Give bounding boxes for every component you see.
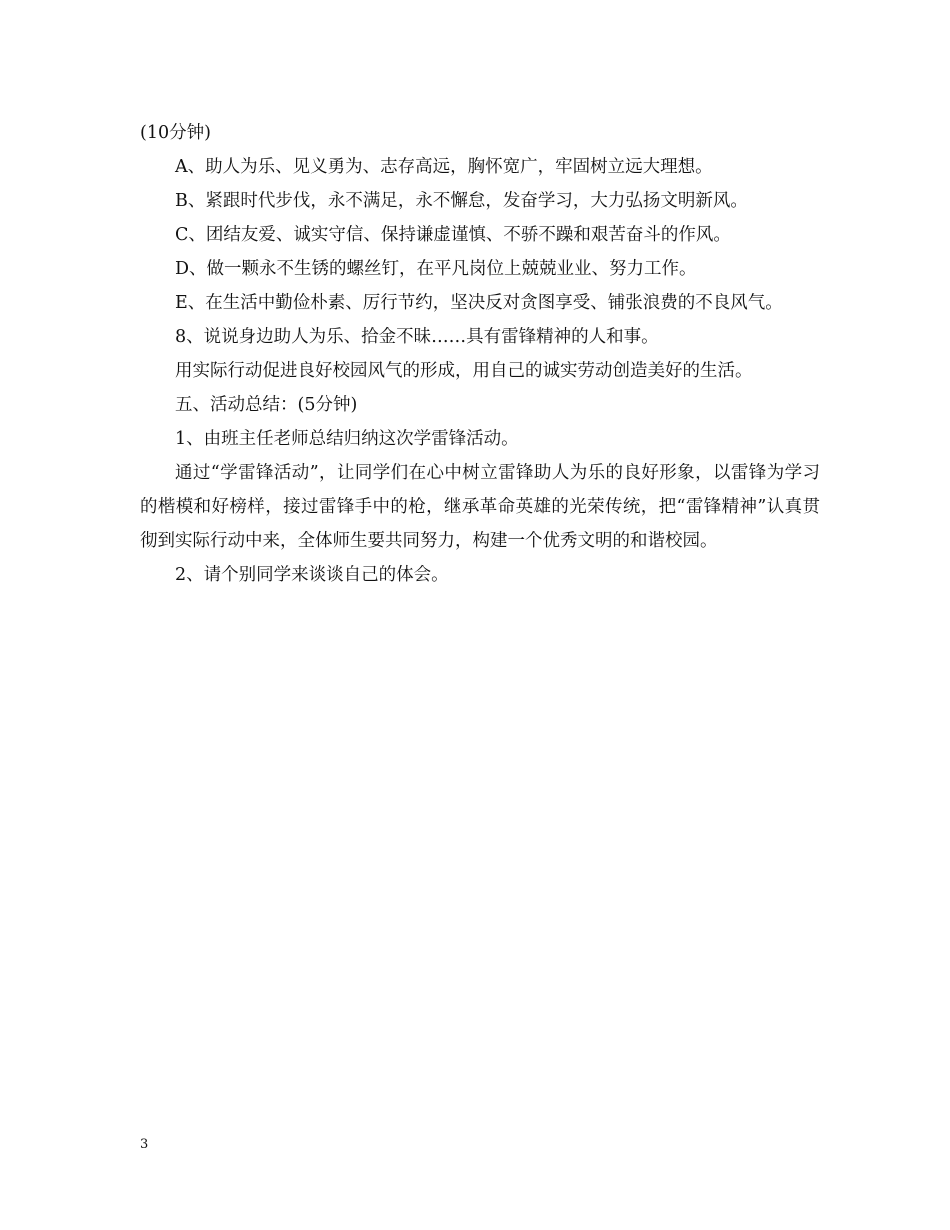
summary-item-2: 2、请个别同学来谈谈自己的体会。 <box>175 565 449 585</box>
time-note: (10分钟) <box>140 123 211 143</box>
item-d: D、做一颗永不生锈的螺丝钉，在平凡岗位上兢兢业业、努力工作。 <box>175 259 697 279</box>
action-paragraph: 用实际行动促进良好校园风气的形成，用自己的诚实劳动创造美好的生活。 <box>175 361 753 381</box>
section-heading-summary: 五、活动总结：(5分钟) <box>175 395 358 415</box>
summary-item-1: 1、由班主任老师总结归纳这次学雷锋活动。 <box>175 429 519 449</box>
item-b: B、紧跟时代步伐，永不满足，永不懈怠，发奋学习，大力弘扬文明新风。 <box>175 191 748 211</box>
item-8: 8、说说身边助人为乐、拾金不昧……具有雷锋精神的人和事。 <box>175 327 659 347</box>
page-number: 3 <box>140 1137 149 1152</box>
item-c: C、团结友爱、诚实守信、保持谦虚谨慎、不骄不躁和艰苦奋斗的作风。 <box>175 225 731 245</box>
item-a: A、助人为乐、见义勇为、志存高远，胸怀宽广，牢固树立远大理想。 <box>175 157 713 177</box>
summary-paragraph: 通过“学雷锋活动”，让同学们在心中树立雷锋助人为乐的良好形象，以雷锋为学习的楷模和好榜样，接过雷锋手中的枪，继承革命英雄的光荣传统，把“雷锋精神”认真贯彻到实际行动中来，全体师生要共同努力，构建一个优秀文明的和谐校园。 <box>140 463 820 551</box>
document-body <box>140 116 820 592</box>
item-e: E、在生活中勤俭朴素、厉行节约，坚决反对贪图享受、铺张浪费的不良风气。 <box>175 293 783 313</box>
